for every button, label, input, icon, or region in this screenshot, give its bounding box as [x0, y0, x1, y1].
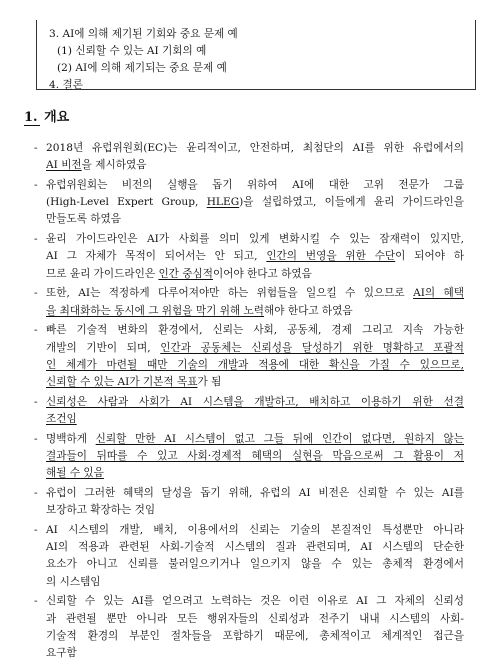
bullet-item	[34, 231, 464, 283]
text-line	[46, 394, 464, 411]
text-run: 개발의 기반이 되며,	[46, 341, 161, 354]
underlined-text: 신뢰성은 사람과 사회가 AI 시스템을 개발하고, 배치하고 이용하기 위한 선결	[46, 395, 464, 408]
bullet-dash: -	[34, 142, 38, 154]
underlined-text: AI의 혜택	[413, 287, 464, 300]
bullet-dash: -	[34, 287, 38, 300]
text-line	[46, 231, 464, 248]
underlined-text: 인 체계가 마련될 때만 기술의 개발과 적용에 대한 확신을 가질 수 있으므로,	[46, 358, 464, 371]
underlined-text: 인간의 번영을 위한 수단	[266, 250, 396, 263]
text-line	[46, 574, 464, 591]
section-title: 개요	[44, 110, 70, 125]
text-run: 유럽위원회는 비전의 실행을 돕기 위하여 AI에 대한 고위 전문가 그룹	[46, 179, 464, 191]
bullet-item	[34, 285, 464, 319]
text-run: 만들도록 하였음	[46, 213, 122, 226]
bullet-item	[34, 177, 464, 229]
bullet-dash: -	[34, 324, 38, 337]
text-line	[46, 502, 464, 519]
bullet-dash: -	[34, 524, 38, 537]
bullet-dash: -	[34, 487, 38, 500]
text-line	[46, 522, 464, 539]
text-run: 기술적 환경의 부분인 절차들을 포함하기 때문에, 총체적이고 체계적인 접근을	[46, 629, 464, 642]
text-run: AI 그 자체가 목적이 되어서는 안 되고,	[46, 250, 267, 263]
text-run: 해야 한다고 하였음	[264, 304, 353, 317]
text-line	[46, 645, 464, 662]
text-line	[46, 248, 464, 265]
bullet-dash: -	[34, 233, 38, 246]
text-line	[46, 539, 464, 556]
bullet-dash: -	[34, 432, 38, 445]
underlined-text: 인간 중심적	[158, 267, 213, 280]
text-line	[46, 177, 464, 194]
text-line	[46, 593, 464, 610]
text-run: 을 제시하였음	[81, 159, 147, 172]
text-run: )을 설립하였고, 이들에게 윤리 가이드라인을	[239, 196, 464, 209]
bullet-item	[34, 593, 464, 662]
underlined-text: 인간과 공동체는 신뢰성을 달성하기 위한 명확하고 포괄적	[160, 341, 465, 354]
bullet-dash: -	[34, 595, 38, 608]
text-line	[46, 357, 464, 374]
text-line	[46, 266, 464, 283]
bullet-item	[34, 522, 464, 591]
text-line	[46, 322, 464, 339]
text-line	[46, 211, 464, 228]
bullet-item	[34, 140, 464, 174]
text-line	[46, 411, 464, 428]
bullet-dash: -	[34, 395, 38, 408]
text-line	[46, 340, 464, 357]
text-line	[46, 374, 464, 391]
underlined-text: HLEG	[206, 196, 240, 209]
text-run: 요구함	[46, 647, 77, 660]
text-line	[46, 303, 464, 320]
text-line	[46, 194, 464, 211]
text-run: 보장하고 확장하는 것임	[46, 504, 156, 517]
bullet-item	[34, 322, 464, 391]
toc-item: 3. AI에 의해 제기된 기회와 중요 문제 예	[49, 28, 238, 40]
text-run: 이 되어야 하	[395, 250, 465, 263]
text-run: AI의 적용과 관련된 사회-기술적 시스템의 질과 관련되며, AI 시스템의 단순한	[46, 541, 464, 554]
text-line	[46, 485, 464, 502]
text-line	[46, 611, 464, 628]
table-of-contents	[36, 20, 476, 90]
text-line	[46, 448, 464, 465]
text-run: 명백하게	[46, 432, 96, 445]
text-run: (High-Level Expert Group,	[46, 196, 207, 209]
text-run: 빠른 기술적 변화의 환경에서, 신뢰는 사회, 공동체, 경제 그리고 지속 가능한	[46, 324, 464, 337]
text-line	[46, 157, 464, 174]
underlined-text: 을 최대화하는 동시에 그 위험을 막기 위해 노력	[46, 304, 265, 317]
toc-item: 4. 결론	[49, 79, 83, 91]
underlined-text: AI 비전	[46, 159, 82, 172]
bullet-list	[34, 140, 464, 665]
text-run: 가 됨	[197, 376, 222, 389]
section-heading	[24, 106, 69, 125]
text-line	[46, 431, 464, 448]
text-line	[46, 556, 464, 573]
text-run: 므로 윤리 가이드라인은	[46, 267, 159, 280]
bullet-item	[34, 431, 464, 483]
section-number: 1.	[24, 110, 38, 125]
bullet-item	[34, 485, 464, 519]
bullet-item	[34, 394, 464, 428]
underlined-text: 결과들이 뒤따를 수 있고 사회·경제적 혜택의 실현을 막음으로써 그 활용이 저	[46, 450, 464, 463]
toc-item: (1) 신뢰할 수 있는 AI 기회의 예	[57, 45, 207, 57]
text-line	[46, 465, 464, 482]
text-run: AI 시스템의 개발, 배치, 이용에서의 신뢰는 기술의 본질적인 특성뿐만 아니라	[46, 524, 464, 537]
text-run: 유럽이 그러한 혜택의 달성을 돕기 위해, 유럽의 AI 비전은 신뢰할 수 있는 AI를	[46, 487, 464, 500]
underlined-text: 신뢰할 수 있는 AI가 기본적 목표	[46, 376, 198, 389]
text-run: 윤리 가이드라인은 AI가 사회를 의미 있게 변화시킬 수 있는 잠재력이 있지만,	[46, 233, 464, 246]
text-run: 이어야 한다고 하였음	[212, 267, 312, 280]
text-line	[46, 628, 464, 645]
text-line	[46, 140, 464, 157]
text-run: 과 관련될 뿐만 아니라 모든 행위자들의 신뢰성과 전주기 내내 시스템의 사회-	[46, 612, 464, 625]
underlined-text: 조건임	[46, 413, 77, 426]
text-run: 또한, AI는 적정하게 다루어져야만 하는 위험들을 일으킬 수 있으므로	[46, 287, 414, 300]
bullet-dash: -	[34, 179, 38, 191]
text-line	[46, 285, 464, 302]
underlined-text: 신뢰할 만한 AI 시스템이 없고 그들 뒤에 인간이 없다면, 원하지 않는	[95, 432, 464, 445]
toc-item: (2) AI에 의해 제기되는 중요 문제 예	[57, 62, 227, 74]
text-run: 요소가 아니고 신뢰를 불러일으키거나 일으키지 않을 수 있는 총체적 환경에서	[46, 558, 464, 571]
text-run: 신뢰할 수 있는 AI를 얻으려고 노력하는 것은 이런 이유로 AI 그 자체의 신뢰성	[46, 595, 464, 608]
text-run: 의 시스템임	[46, 575, 101, 588]
text-run: 2018년 유럽위원회(EC)는 윤리적이고, 안전하며, 최첨단의 AI를 위한 유럽에서의	[46, 142, 464, 154]
underlined-text: 해될 수 있음	[46, 467, 104, 480]
